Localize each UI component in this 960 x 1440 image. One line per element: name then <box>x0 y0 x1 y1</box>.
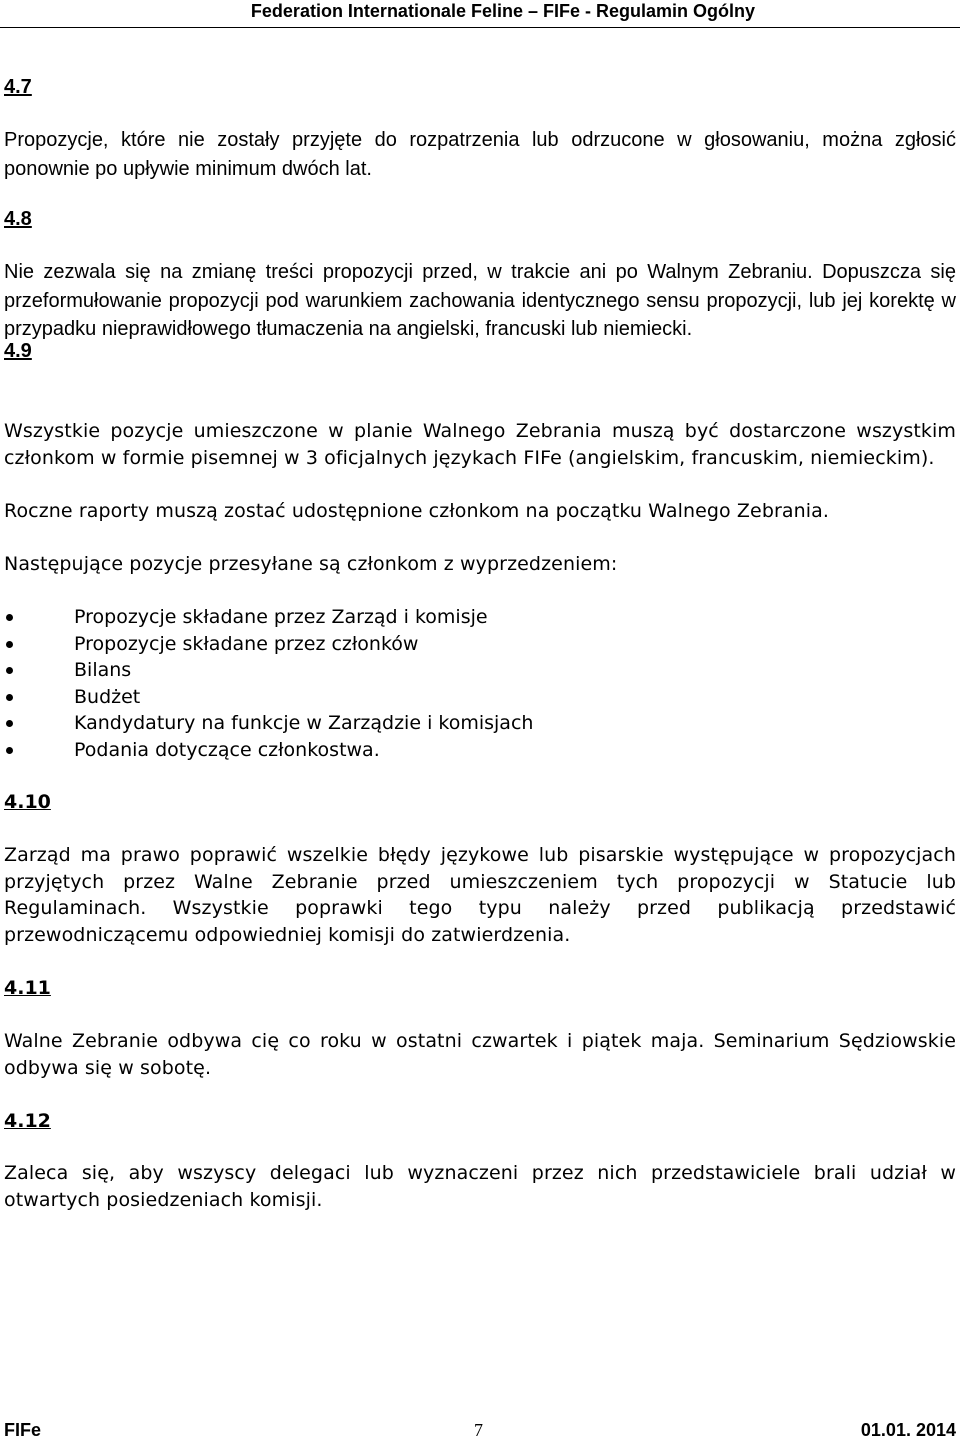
section-number-4-10: 4.10 <box>4 791 51 813</box>
bullet-icon <box>6 747 13 754</box>
list-item-text: Bilans <box>74 659 132 681</box>
section-number-4-11: 4.11 <box>4 977 51 999</box>
footer-org: FIFe <box>4 1420 42 1440</box>
section-number-4-8: 4.8 <box>4 208 32 230</box>
bullet-icon <box>6 667 13 674</box>
list-item-text: Podania dotyczące członkostwa. <box>74 738 380 761</box>
header-title: Federation Internationale Feline – FIFe - Regulamin Ogólny <box>250 1 755 21</box>
page-footer <box>0 1420 960 1440</box>
section-4-10-text: Zarząd ma prawo poprawić wszelkie błędy językowe lub pisarskie występujące w propozycjach przyjętych przez Walne Zebranie przed umieszczeniem tych propozycji w Statucie lub Regulaminach. Wszystkie poprawki tego typu należy przed publikacją przedstawić przewodniczącemu odpowiedniej komisji do zatwierdzenia. <box>4 844 956 946</box>
section-4-8-text: Nie zezwala się na zmianę treści propozycji przed, w trakcie ani po Walnym Zebraniu. Dopuszcza się przeformułowanie propozycji pod warunkiem zachowania identycznego sensu propozycji, lub jej korektę w przypadku nieprawidłowego tłumaczenia na angielski, francuski lub niemiecki. <box>4 261 956 340</box>
list-item <box>0 710 533 737</box>
list-item <box>0 737 533 764</box>
bullet-icon <box>6 614 13 621</box>
section-number-4-7: 4.7 <box>4 76 32 98</box>
section-4-9-intro: Następujące pozycje przesyłane są członkom z wyprzedzeniem: <box>4 553 618 575</box>
list-item <box>0 684 533 711</box>
list-item-text: Propozycje składane przez Zarząd i komisje <box>74 606 488 628</box>
list-item-text: Propozycje składane przez członków <box>74 632 419 655</box>
section-4-9-text: Wszystkie pozycje umieszczone w planie Walnego Zebrania muszą być dostarczone wszystkim członkom w formie pisemnej w 3 oficjalnych językach FIFe (angielskim, francuskim, niemieckim). <box>4 420 956 469</box>
section-4-12-text: Zaleca się, aby wszyscy delegaci lub wyznaczeni przez nich przedstawiciele brali udział w otwartych posiedzeniach komisji. <box>4 1162 956 1211</box>
list-item <box>0 657 533 684</box>
list-item-text: Kandydatury na funkcje w Zarządzie i komisjach <box>74 712 534 734</box>
page-number: 7 <box>474 1420 483 1440</box>
submission-items-list <box>0 604 533 763</box>
list-item <box>0 631 533 658</box>
section-4-7-text: Propozycje, które nie zostały przyjęte do rozpatrzenia lub odrzucone w głosowaniu, można zgłosić ponownie po upływie minimum dwóch lat. <box>4 129 956 180</box>
bullet-icon <box>6 641 13 648</box>
section-4-9-text-2: Roczne raporty muszą zostać udostępnione członkom na początku Walnego Zebrania. <box>4 500 830 522</box>
page-header <box>0 0 960 28</box>
section-number-4-9: 4.9 <box>4 340 32 362</box>
section-4-11-text: Walne Zebranie odbywa cię co roku w ostatni czwartek i piątek maja. Seminarium Sędziowskie odbywa się w sobotę. <box>4 1030 956 1079</box>
list-item-text: Budżet <box>74 685 141 708</box>
bullet-icon <box>6 720 13 727</box>
footer-date: 01.01. 2014 <box>860 1420 956 1440</box>
list-item <box>0 604 533 631</box>
section-number-4-12: 4.12 <box>4 1110 51 1132</box>
bullet-icon <box>6 694 13 701</box>
